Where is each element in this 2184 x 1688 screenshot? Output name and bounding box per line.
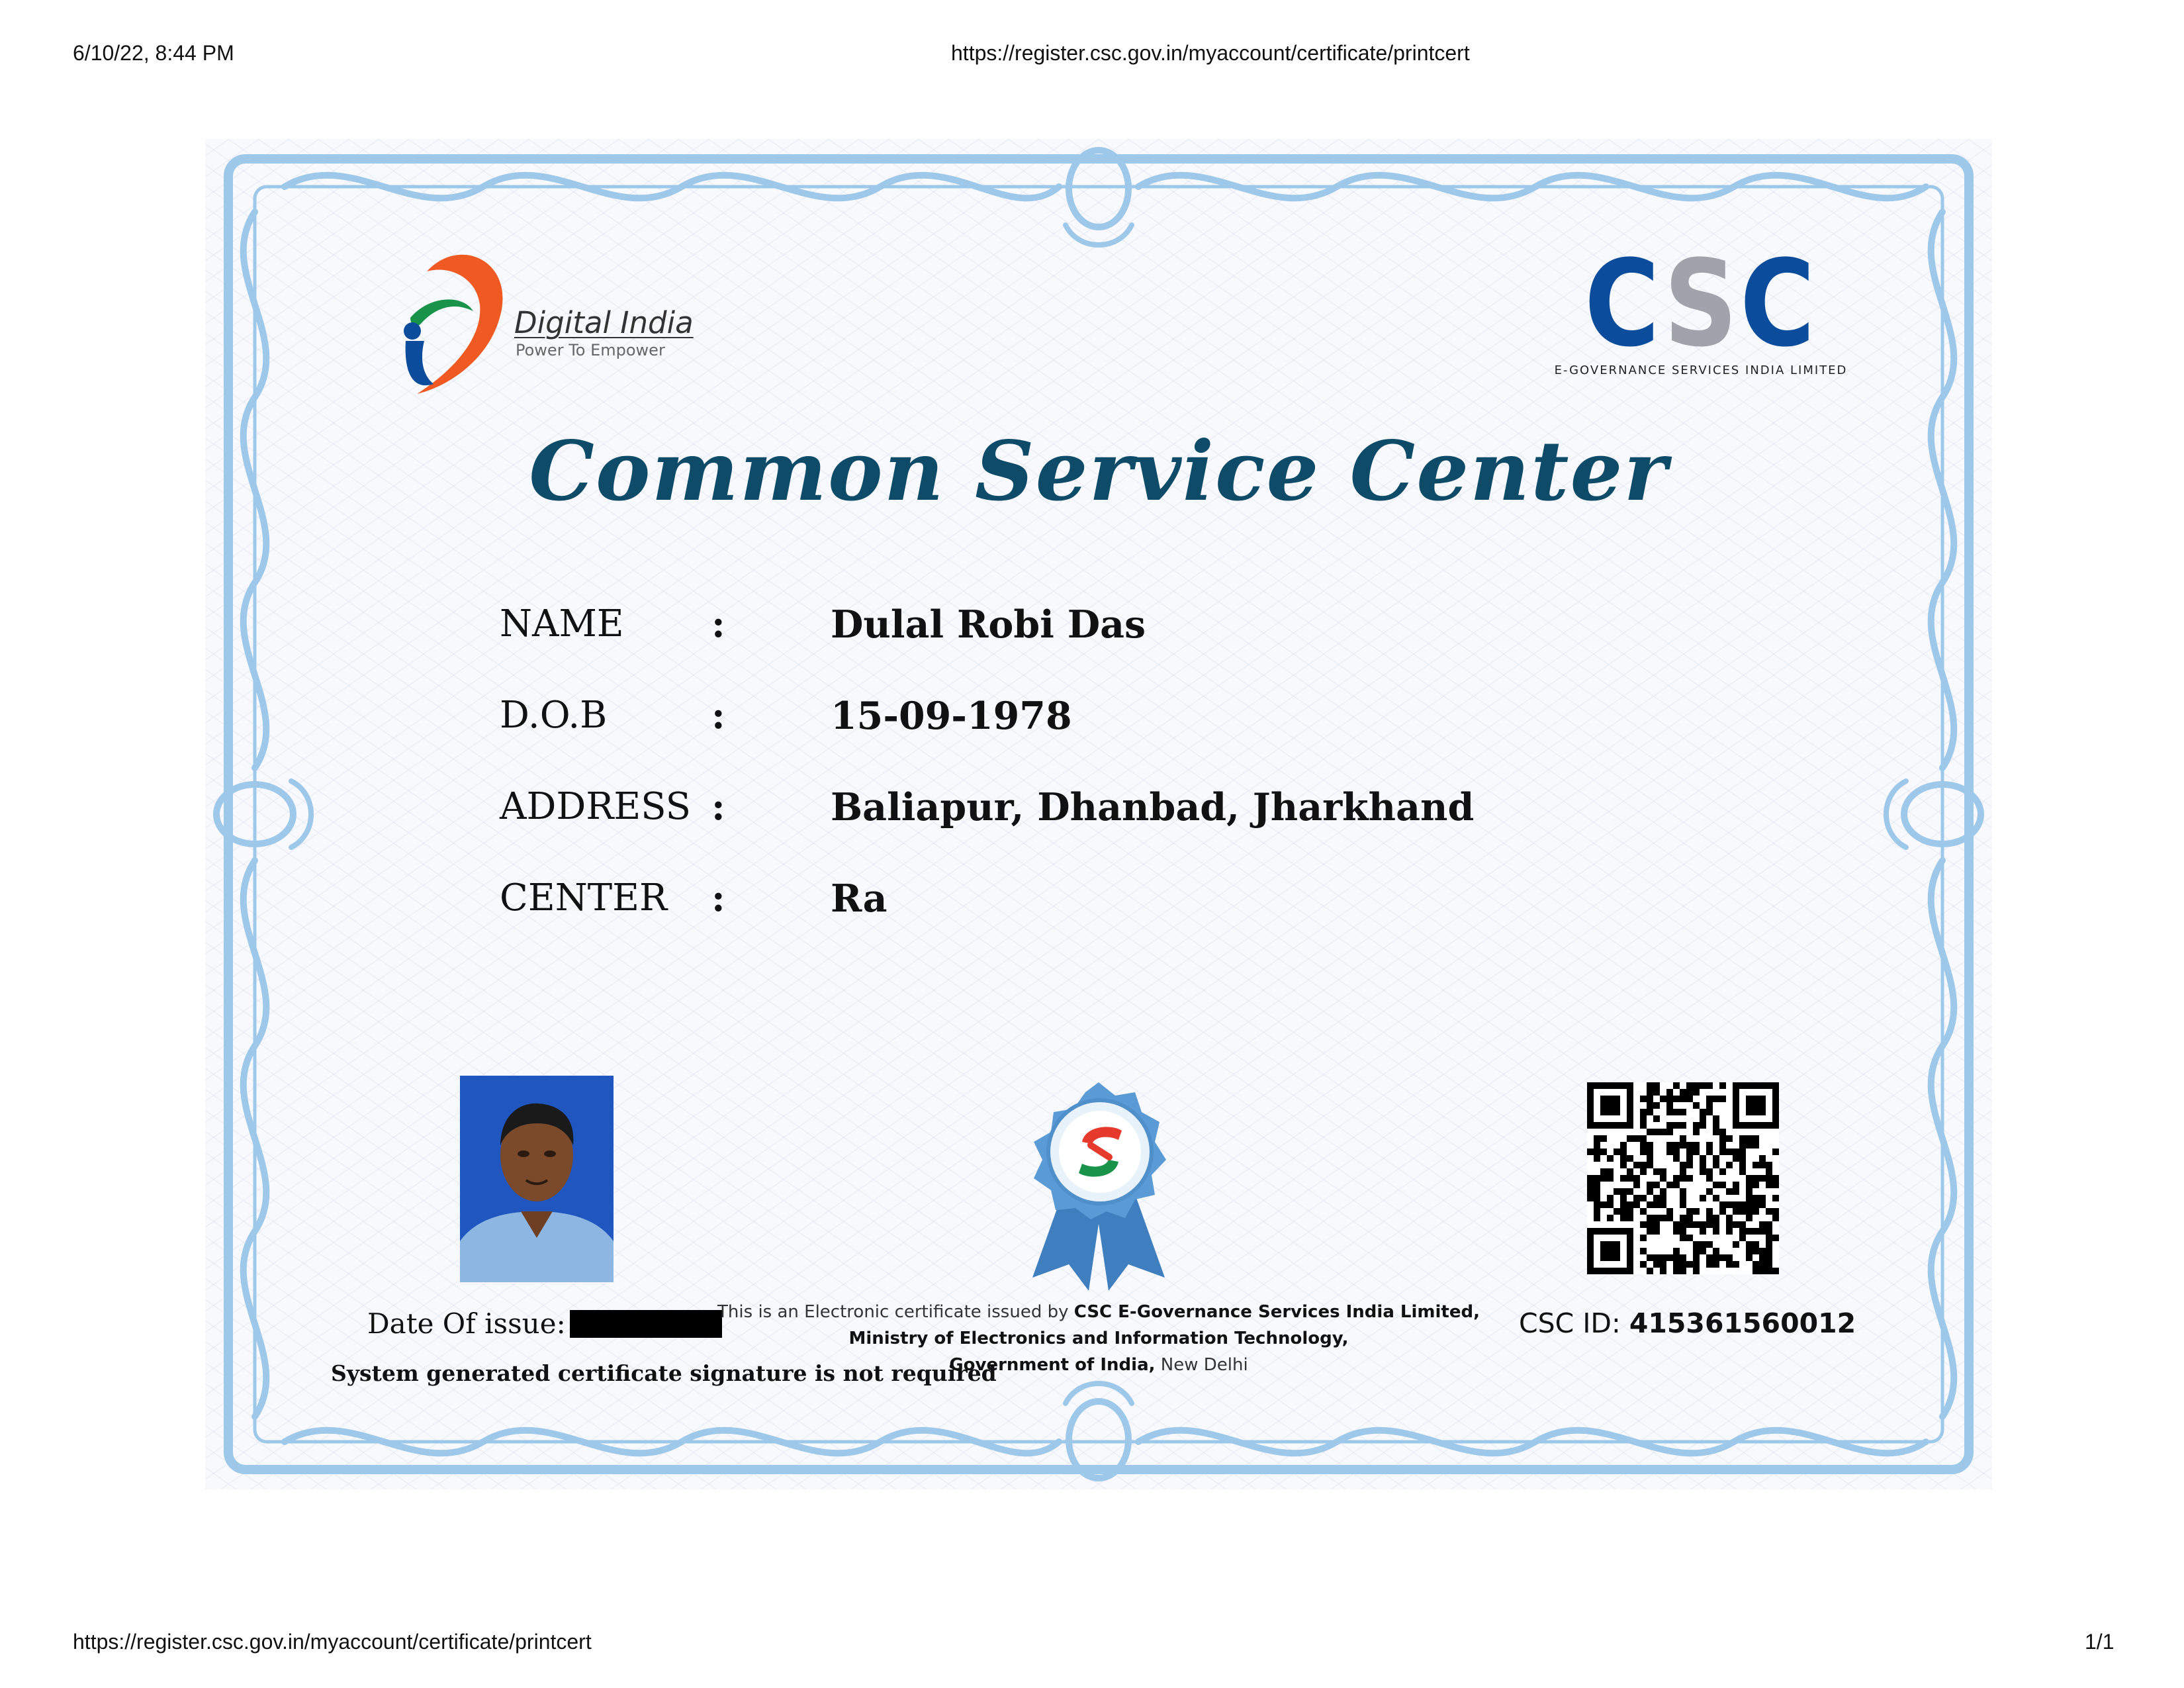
csc-logo-icon — [1522, 235, 1880, 377]
csc-id-value: 415361560012 — [1629, 1307, 1856, 1339]
certificate-title: Common Service Center — [529, 424, 1668, 520]
print-footer-url: https://register.csc.gov.in/myaccount/certificate/printcert — [73, 1630, 592, 1654]
detail-value: Dulal Robi Das — [831, 602, 1146, 647]
issue-date — [367, 1307, 722, 1340]
detail-row-address — [500, 785, 1757, 876]
issuer-note-line2-bold: Ministry of Electronics and Information Technology, — [848, 1329, 1349, 1348]
holder-photo-icon — [460, 1076, 614, 1282]
certificate — [205, 139, 1992, 1489]
print-page-count: 1/1 — [2085, 1630, 2115, 1654]
digital-india-mark-icon — [374, 242, 513, 400]
issuer-note-line3-bold: Government of India, — [949, 1355, 1156, 1375]
csc-letter-1: C — [1584, 235, 1664, 373]
detail-row-name — [500, 602, 1757, 694]
digital-india-name: Digital India — [514, 305, 694, 340]
detail-label: ADDRESS — [500, 785, 692, 828]
detail-value: Ra — [831, 876, 887, 921]
detail-value: Baliapur, Dhanbad, Jharkhand — [831, 785, 1475, 829]
detail-separator: : — [711, 785, 725, 829]
csc-letter-3: C — [1739, 235, 1817, 373]
certificate-details — [500, 602, 1757, 968]
digital-india-tagline: Power To Empower — [516, 341, 665, 359]
issuer-note-line1-bold: CSC E-Governance Services India Limited, — [1073, 1302, 1480, 1322]
issuer-note-line3-suffix: New Delhi — [1155, 1355, 1248, 1375]
detail-separator: : — [711, 694, 725, 737]
detail-separator: : — [711, 876, 725, 920]
award-ribbon-seal-icon — [1019, 1079, 1178, 1291]
detail-label: D.O.B — [500, 694, 608, 737]
csc-letter-2: S — [1663, 235, 1740, 373]
csc-id — [1519, 1307, 1856, 1339]
detail-label: CENTER — [500, 876, 668, 919]
issue-date-label: Date Of issue: — [367, 1307, 566, 1340]
detail-value: 15-09-1978 — [831, 694, 1072, 738]
issuer-note — [682, 1299, 1516, 1378]
detail-label: NAME — [500, 602, 624, 645]
csc-logo-subtitle: E-GOVERNANCE SERVICES INDIA LIMITED — [1554, 363, 1848, 377]
print-header-datetime: 6/10/22, 8:44 PM — [73, 41, 234, 65]
print-header-url: https://register.csc.gov.in/myaccount/certificate/printcert — [951, 41, 1470, 65]
csc-id-label: CSC ID: — [1519, 1307, 1621, 1339]
digital-india-logo-icon — [374, 242, 718, 420]
detail-row-center — [500, 876, 1757, 968]
signature-note: System generated certificate signature is not required — [331, 1360, 997, 1386]
qr-code-icon — [1587, 1082, 1779, 1274]
detail-separator: : — [711, 602, 725, 646]
detail-row-dob — [500, 694, 1757, 785]
issuer-note-line1-prefix: This is an Electronic certificate issued by — [717, 1302, 1074, 1322]
